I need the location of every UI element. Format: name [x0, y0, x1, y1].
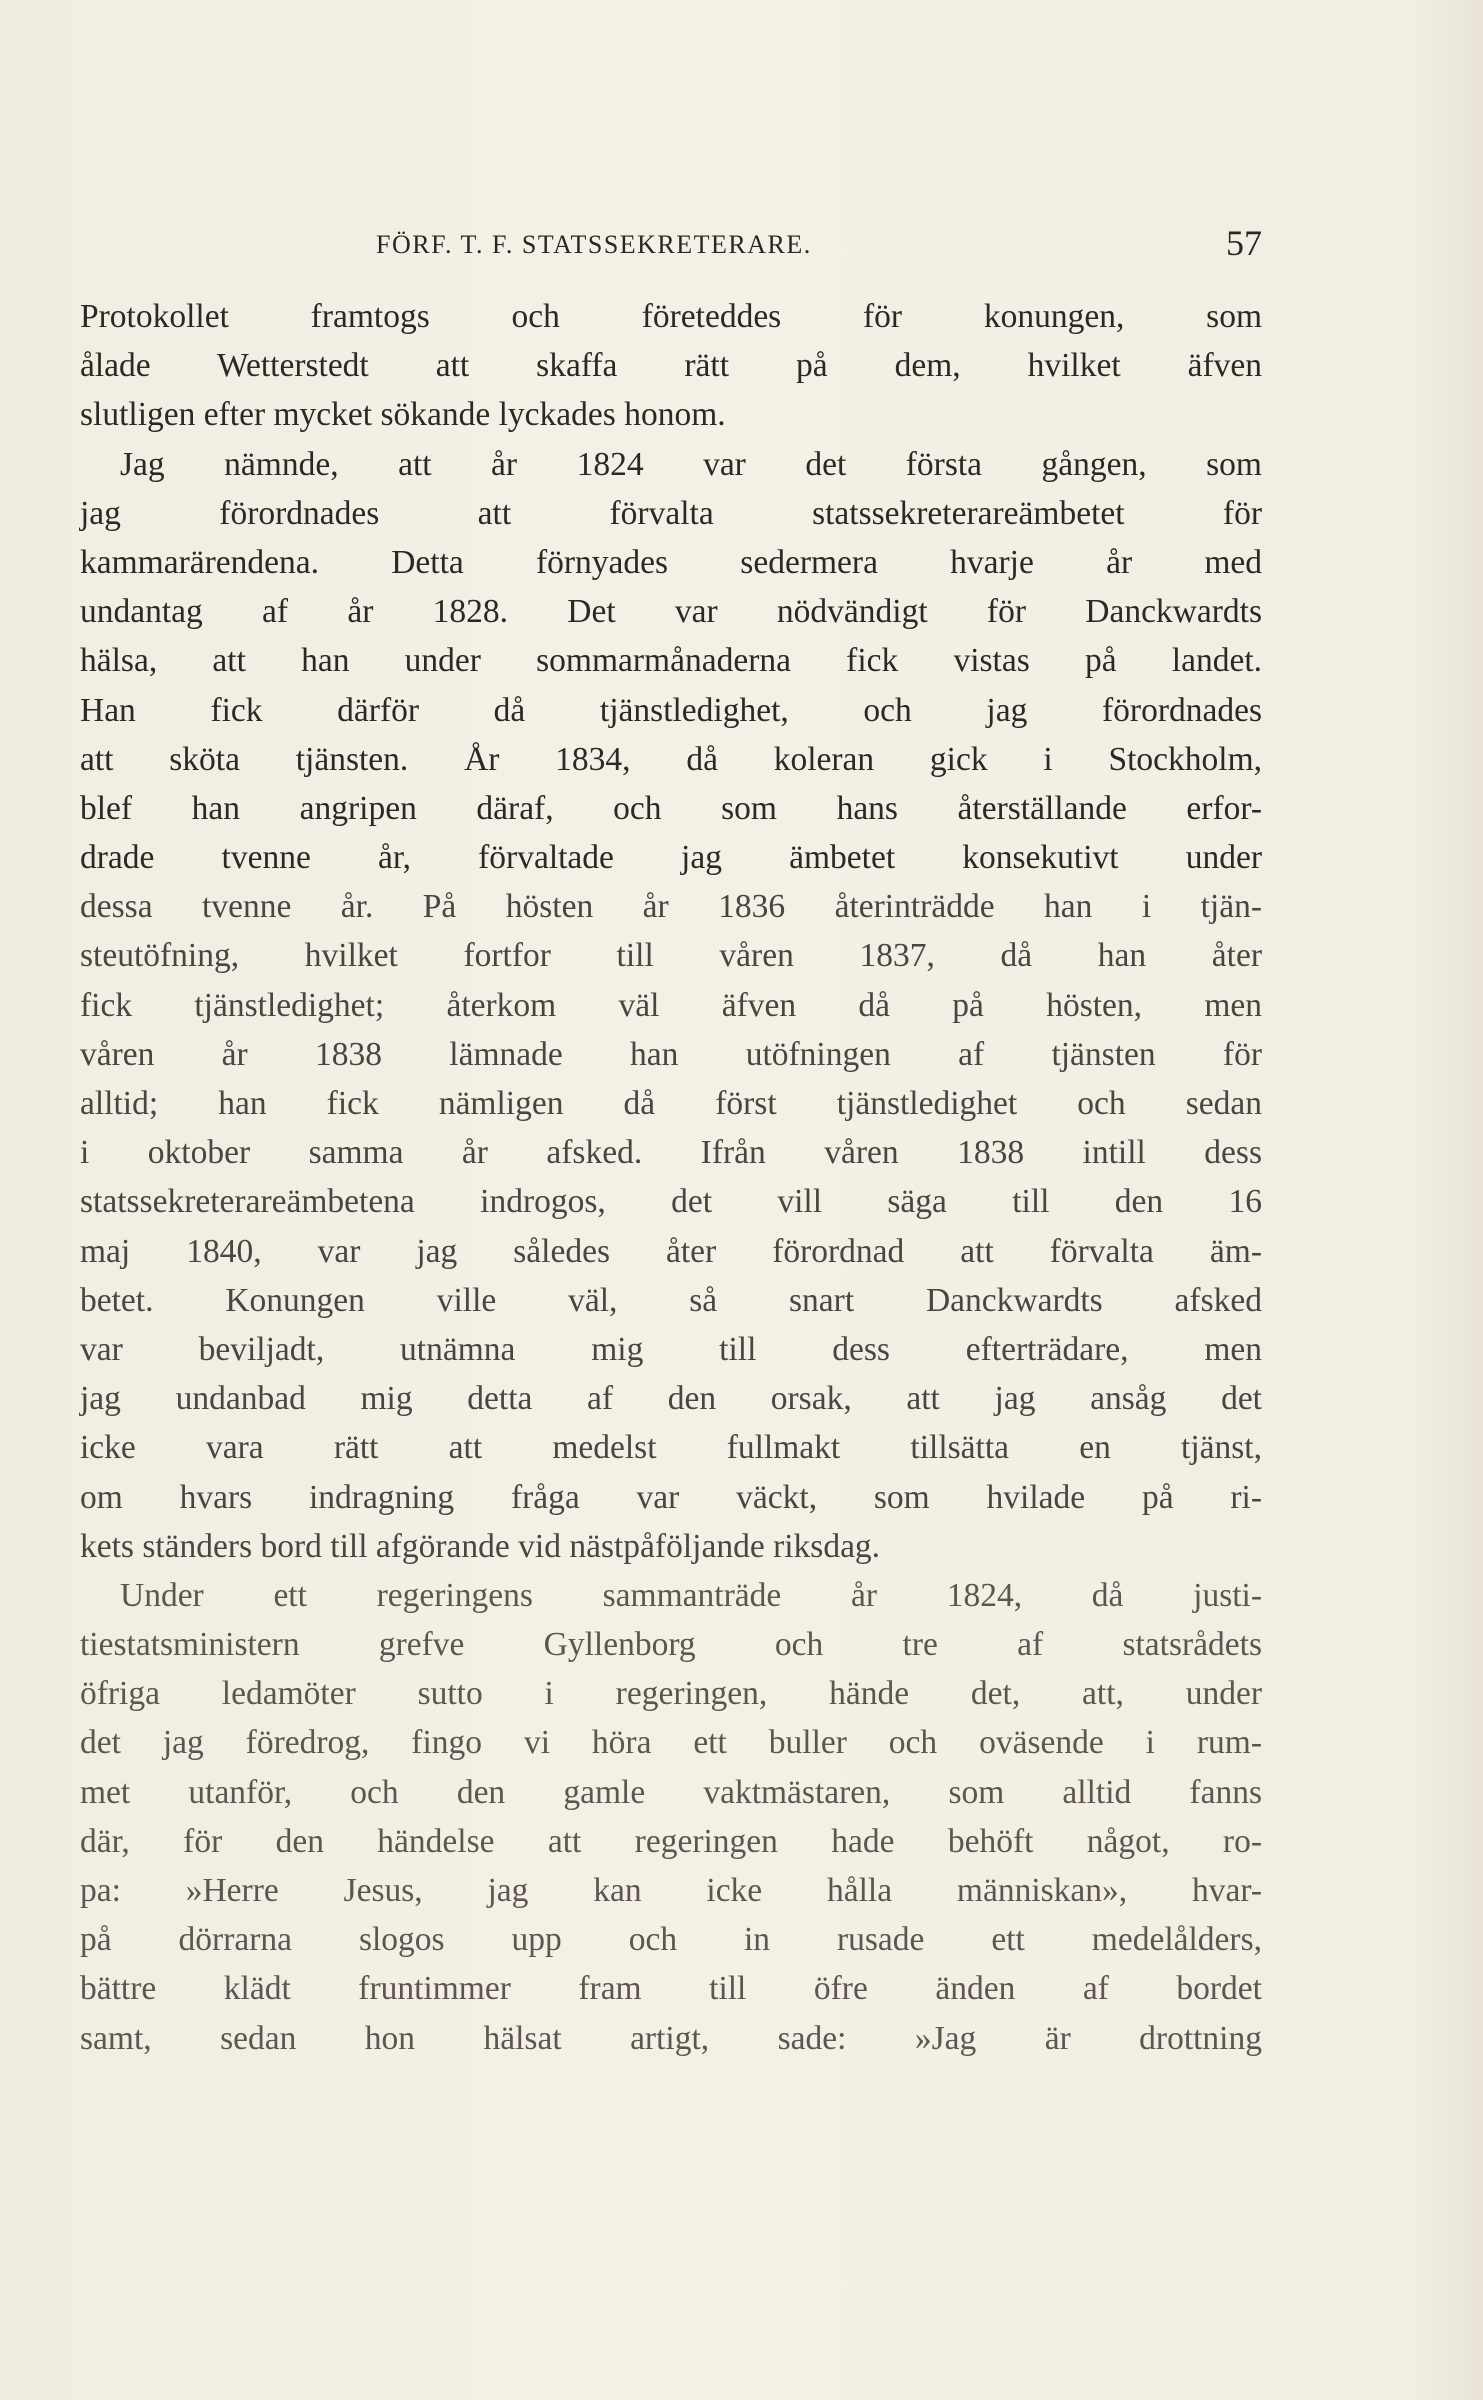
text-line: betet. Konungen ville väl, så snart Danckwardts afsked: [80, 1281, 1262, 1319]
text-line: där, för den händelse att regeringen hade behöft något, ro-: [80, 1822, 1262, 1860]
text-line: kets ständers bord till afgörande vid nästpåföljande riksdag.: [80, 1527, 881, 1565]
text-line: öfriga ledamöter sutto i regeringen, hände det, att, under: [80, 1675, 1262, 1713]
text-line: samt, sedan hon hälsat artigt, sade: »Jag är drottning: [80, 2019, 1262, 2057]
text-line: kammarärendena. Detta förnyades sedermera hvarje år med: [80, 543, 1262, 581]
page-header: [80, 222, 1262, 272]
text-line: Under ett regeringens sammanträde år 1824, då justi-: [120, 1576, 1262, 1614]
text-line: på dörrarna slogos upp och in rusade ett medelålders,: [80, 1921, 1262, 1959]
text-line: dessa tvenne år. På hösten år 1836 återinträdde han i tjän-: [80, 888, 1262, 926]
text-line: jag förordnades att förvalta statssekreterareämbetet för: [80, 494, 1262, 532]
text-line: pa: »Herre Jesus, jag kan icke hålla människan», hvar-: [80, 1872, 1262, 1909]
text-line: våren år 1838 lämnade han utöfningen af tjänsten för: [80, 1035, 1262, 1073]
text-line: maj 1840, var jag således åter förordnad att förvalta äm-: [80, 1232, 1262, 1270]
text-line: slutligen efter mycket sökande lyckades honom.: [80, 396, 726, 434]
text-line: icke vara rätt att medelst fullmakt tillsätta en tjänst,: [80, 1429, 1262, 1467]
text-line: hälsa, att han under sommarmånaderna fick vistas på landet.: [80, 642, 1262, 680]
text-line: om hvars indragning fråga var väckt, som hvilade på ri-: [80, 1478, 1262, 1516]
text-line: var beviljadt, utnämna mig till dess efterträdare, men: [80, 1330, 1262, 1368]
text-line: statssekreterareämbetena indrogos, det vill säga till den 16: [80, 1183, 1262, 1221]
page-number: 57: [1226, 223, 1262, 263]
running-head: FÖRF. T. F. STATSSEKRETERARE.: [376, 230, 812, 259]
text-line: Protokollet framtogs och företeddes för konungen, som: [80, 298, 1262, 335]
text-line: det jag föredrog, fingo vi höra ett buller och oväsende i rum-: [80, 1724, 1262, 1762]
text-line: steutöfning, hvilket fortfor till våren 1837, då han åter: [80, 937, 1262, 975]
text-line: jag undanbad mig detta af den orsak, att jag ansåg det: [80, 1380, 1262, 1418]
text-line: Han fick därför då tjänstledighet, och jag förordnades: [80, 691, 1262, 729]
text-line: alltid; han fick nämligen då först tjänstledighet och sedan: [80, 1085, 1262, 1122]
text-line: blef han angripen däraf, och som hans återställande erfor-: [80, 789, 1262, 827]
text-line: att sköta tjänsten. År 1834, då koleran gick i Stockholm,: [80, 740, 1262, 778]
text-line: met utanför, och den gamle vaktmästaren, som alltid fanns: [80, 1773, 1262, 1811]
body-text: [80, 292, 1262, 2063]
text-line: tiestatsministern grefve Gyllenborg och tre af statsrådets: [80, 1626, 1262, 1664]
text-line: drade tvenne år, förvaltade jag ämbetet konsekutivt under: [80, 839, 1262, 877]
text-line: bättre klädt fruntimmer fram till öfre änden af bordet: [80, 1970, 1262, 2008]
text-line: fick tjänstledighet; återkom väl äfven då på hösten, men: [80, 986, 1262, 1024]
text-line: i oktober samma år afsked. Ifrån våren 1838 intill dess: [80, 1134, 1262, 1172]
text-line: ålade Wetterstedt att skaffa rätt på dem, hvilket äfven: [80, 347, 1262, 385]
text-line: Jag nämnde, att år 1824 var det första gången, som: [120, 445, 1262, 483]
text-line: undantag af år 1828. Det var nödvändigt för Danckwardts: [80, 593, 1262, 631]
